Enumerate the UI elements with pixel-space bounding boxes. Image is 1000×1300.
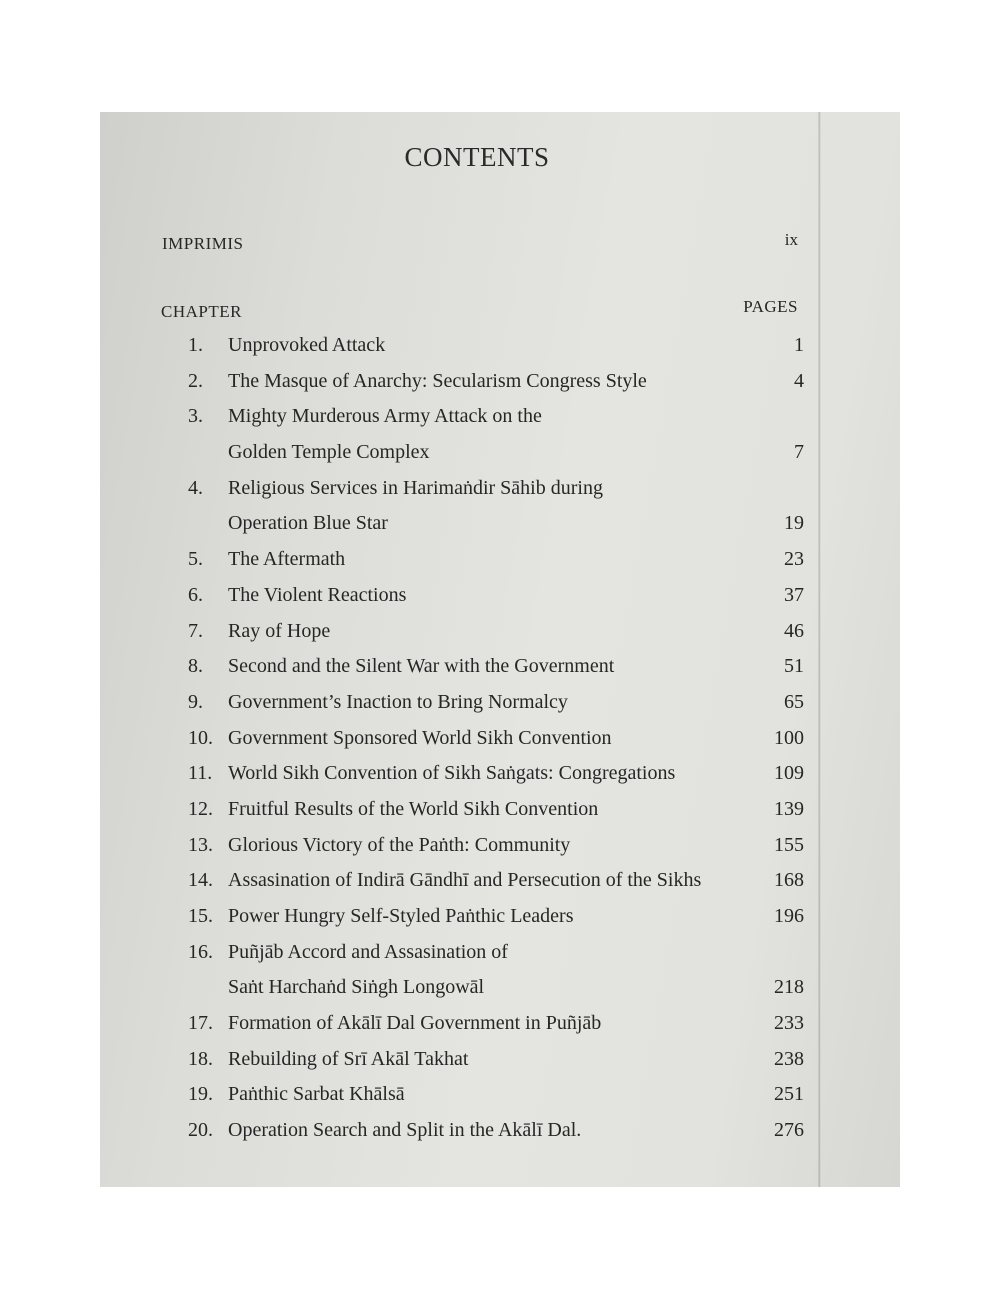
- chapter-page-number: 37: [784, 583, 804, 606]
- toc-entry: [188, 364, 804, 400]
- toc-entry: [188, 471, 804, 542]
- chapter-title-line: Formation of Akālī Dal Government in Puñjāb: [228, 1012, 602, 1035]
- chapter-number: 3.: [188, 405, 203, 428]
- imprimis-page-number: ix: [784, 230, 798, 249]
- chapter-page-number: 155: [774, 833, 804, 856]
- chapter-title-line: Unprovoked Attack: [228, 334, 386, 356]
- chapter-title: [228, 1042, 744, 1078]
- chapter-number: 2.: [188, 369, 203, 392]
- chapter-title-line: Glorious Victory of the Paṅth: Community: [228, 833, 571, 856]
- chapter-page-number: 4: [794, 369, 804, 392]
- chapter-title: [228, 471, 744, 542]
- chapter-number: 15.: [188, 905, 213, 927]
- chapter-title: [228, 721, 744, 757]
- toc-entry: [188, 542, 804, 578]
- chapter-page-number: 23: [784, 548, 804, 571]
- toc-entry: [188, 649, 804, 685]
- chapter-page-number: 51: [784, 655, 804, 678]
- chapter-title: [228, 935, 744, 1006]
- chapter-title-line: World Sikh Convention of Sikh Saṅgats: Congregations: [228, 762, 676, 785]
- table-of-contents: [188, 328, 804, 1149]
- chapter-page-number: 196: [774, 905, 804, 927]
- chapter-title-line: The Aftermath: [228, 548, 346, 571]
- pages-column-header: PAGES: [743, 297, 798, 316]
- chapter-title-line: Religious Services in Harimaṅdir Sāhib during: [228, 476, 603, 499]
- toc-entry: [188, 756, 804, 792]
- chapter-page-number: 1: [794, 334, 804, 356]
- chapter-number: 11.: [188, 762, 213, 785]
- toc-entry: [188, 614, 804, 650]
- page-crease: [818, 112, 821, 1187]
- chapter-page-number: 233: [774, 1012, 804, 1035]
- chapter-page-number: 251: [774, 1083, 804, 1106]
- toc-entry: [188, 578, 804, 614]
- imprimis-label: IMPRIMIS: [162, 234, 244, 253]
- chapter-title-line: Puñjāb Accord and Assasination of: [228, 940, 508, 963]
- chapter-page-number: 238: [774, 1047, 804, 1070]
- chapter-title-line: Mighty Murderous Army Attack on the: [228, 405, 542, 428]
- chapter-page-number: 19: [784, 512, 804, 535]
- chapter-title-line: Rebuilding of Srī Akāl Takhat: [228, 1047, 469, 1070]
- toc-entry: [188, 399, 804, 470]
- chapter-number: 19.: [188, 1083, 213, 1106]
- chapter-title: [228, 649, 744, 685]
- chapter-title-line: Second and the Silent War with the Government: [228, 655, 615, 678]
- chapter-title-line: Assasination of Indirā Gāndhī and Persecution of the Sikhs: [228, 869, 702, 892]
- chapter-title-line: Saṅt Harchaṅd Siṅgh Longowāl: [228, 976, 485, 999]
- chapter-page-number: 276: [774, 1119, 804, 1142]
- chapter-page-number: 65: [784, 690, 804, 713]
- chapter-title-line: Government Sponsored World Sikh Convention: [228, 726, 612, 749]
- toc-entry: [188, 328, 804, 364]
- chapter-title-line: Fruitful Results of the World Sikh Convention: [228, 797, 599, 820]
- toc-entry: [188, 899, 804, 935]
- chapter-title: [228, 756, 744, 792]
- chapter-number: 18.: [188, 1047, 213, 1070]
- chapter-title-line: Power Hungry Self-Styled Paṅthic Leaders: [228, 905, 574, 927]
- chapter-title: [228, 1006, 744, 1042]
- chapter-title: [228, 792, 744, 828]
- chapter-title: [228, 828, 744, 864]
- chapter-title-line: The Violent Reactions: [228, 583, 407, 606]
- chapter-page-number: 218: [774, 976, 804, 999]
- chapter-title: [228, 399, 744, 470]
- toc-entry: [188, 863, 804, 899]
- chapter-number: 8.: [188, 655, 203, 678]
- toc-entry: [188, 792, 804, 828]
- chapter-title: [228, 1113, 744, 1149]
- chapter-title: [228, 364, 744, 400]
- chapter-title-line: Ray of Hope: [228, 619, 331, 642]
- chapter-number: 14.: [188, 869, 213, 892]
- chapter-number: 13.: [188, 833, 213, 856]
- chapter-number: 16.: [188, 940, 213, 963]
- chapter-title-line: Operation Blue Star: [228, 512, 388, 535]
- chapter-title-line: Government’s Inaction to Bring Normalcy: [228, 690, 568, 713]
- chapter-title-line: The Masque of Anarchy: Secularism Congress Style: [228, 369, 647, 392]
- chapter-number: 7.: [188, 619, 203, 642]
- chapter-page-number: 139: [774, 797, 804, 820]
- toc-entry: [188, 1006, 804, 1042]
- chapter-title: [228, 328, 744, 364]
- chapter-number: 6.: [188, 583, 203, 606]
- chapter-title-line: Paṅthic Sarbat Khālsā: [228, 1083, 405, 1106]
- chapter-page-number: 168: [774, 869, 804, 892]
- chapter-page-number: 46: [784, 619, 804, 642]
- chapter-page-number: 109: [774, 762, 804, 785]
- chapter-page-number: 7: [794, 441, 804, 464]
- chapter-title: [228, 899, 744, 935]
- chapter-title-line: Operation Search and Split in the Akālī Dal.: [228, 1119, 582, 1142]
- chapter-page-number: 100: [774, 726, 804, 749]
- chapter-number: 10.: [188, 726, 213, 749]
- chapter-number: 4.: [188, 476, 203, 499]
- toc-entry: [188, 1113, 804, 1149]
- chapter-title: [228, 863, 744, 899]
- chapter-title: [228, 614, 744, 650]
- toc-entry: [188, 828, 804, 864]
- chapter-number: 1.: [188, 334, 203, 356]
- chapter-title-line: Golden Temple Complex: [228, 441, 430, 464]
- toc-entry: [188, 1077, 804, 1113]
- chapter-number: 20.: [188, 1119, 213, 1142]
- chapter-title: [228, 542, 744, 578]
- chapter-number: 12.: [188, 797, 213, 820]
- chapter-title: [228, 578, 744, 614]
- chapter-number: 9.: [188, 690, 203, 713]
- chapter-number: 5.: [188, 548, 203, 571]
- toc-entry: [188, 935, 804, 1006]
- chapter-title: [228, 685, 744, 721]
- toc-entry: [188, 1042, 804, 1078]
- book-page: [100, 112, 900, 1187]
- toc-entry: [188, 721, 804, 757]
- chapter-title: [228, 1077, 744, 1113]
- page-title: CONTENTS: [404, 142, 550, 172]
- toc-entry: [188, 685, 804, 721]
- chapter-number: 17.: [188, 1012, 213, 1035]
- chapter-column-header: CHAPTER: [161, 302, 242, 321]
